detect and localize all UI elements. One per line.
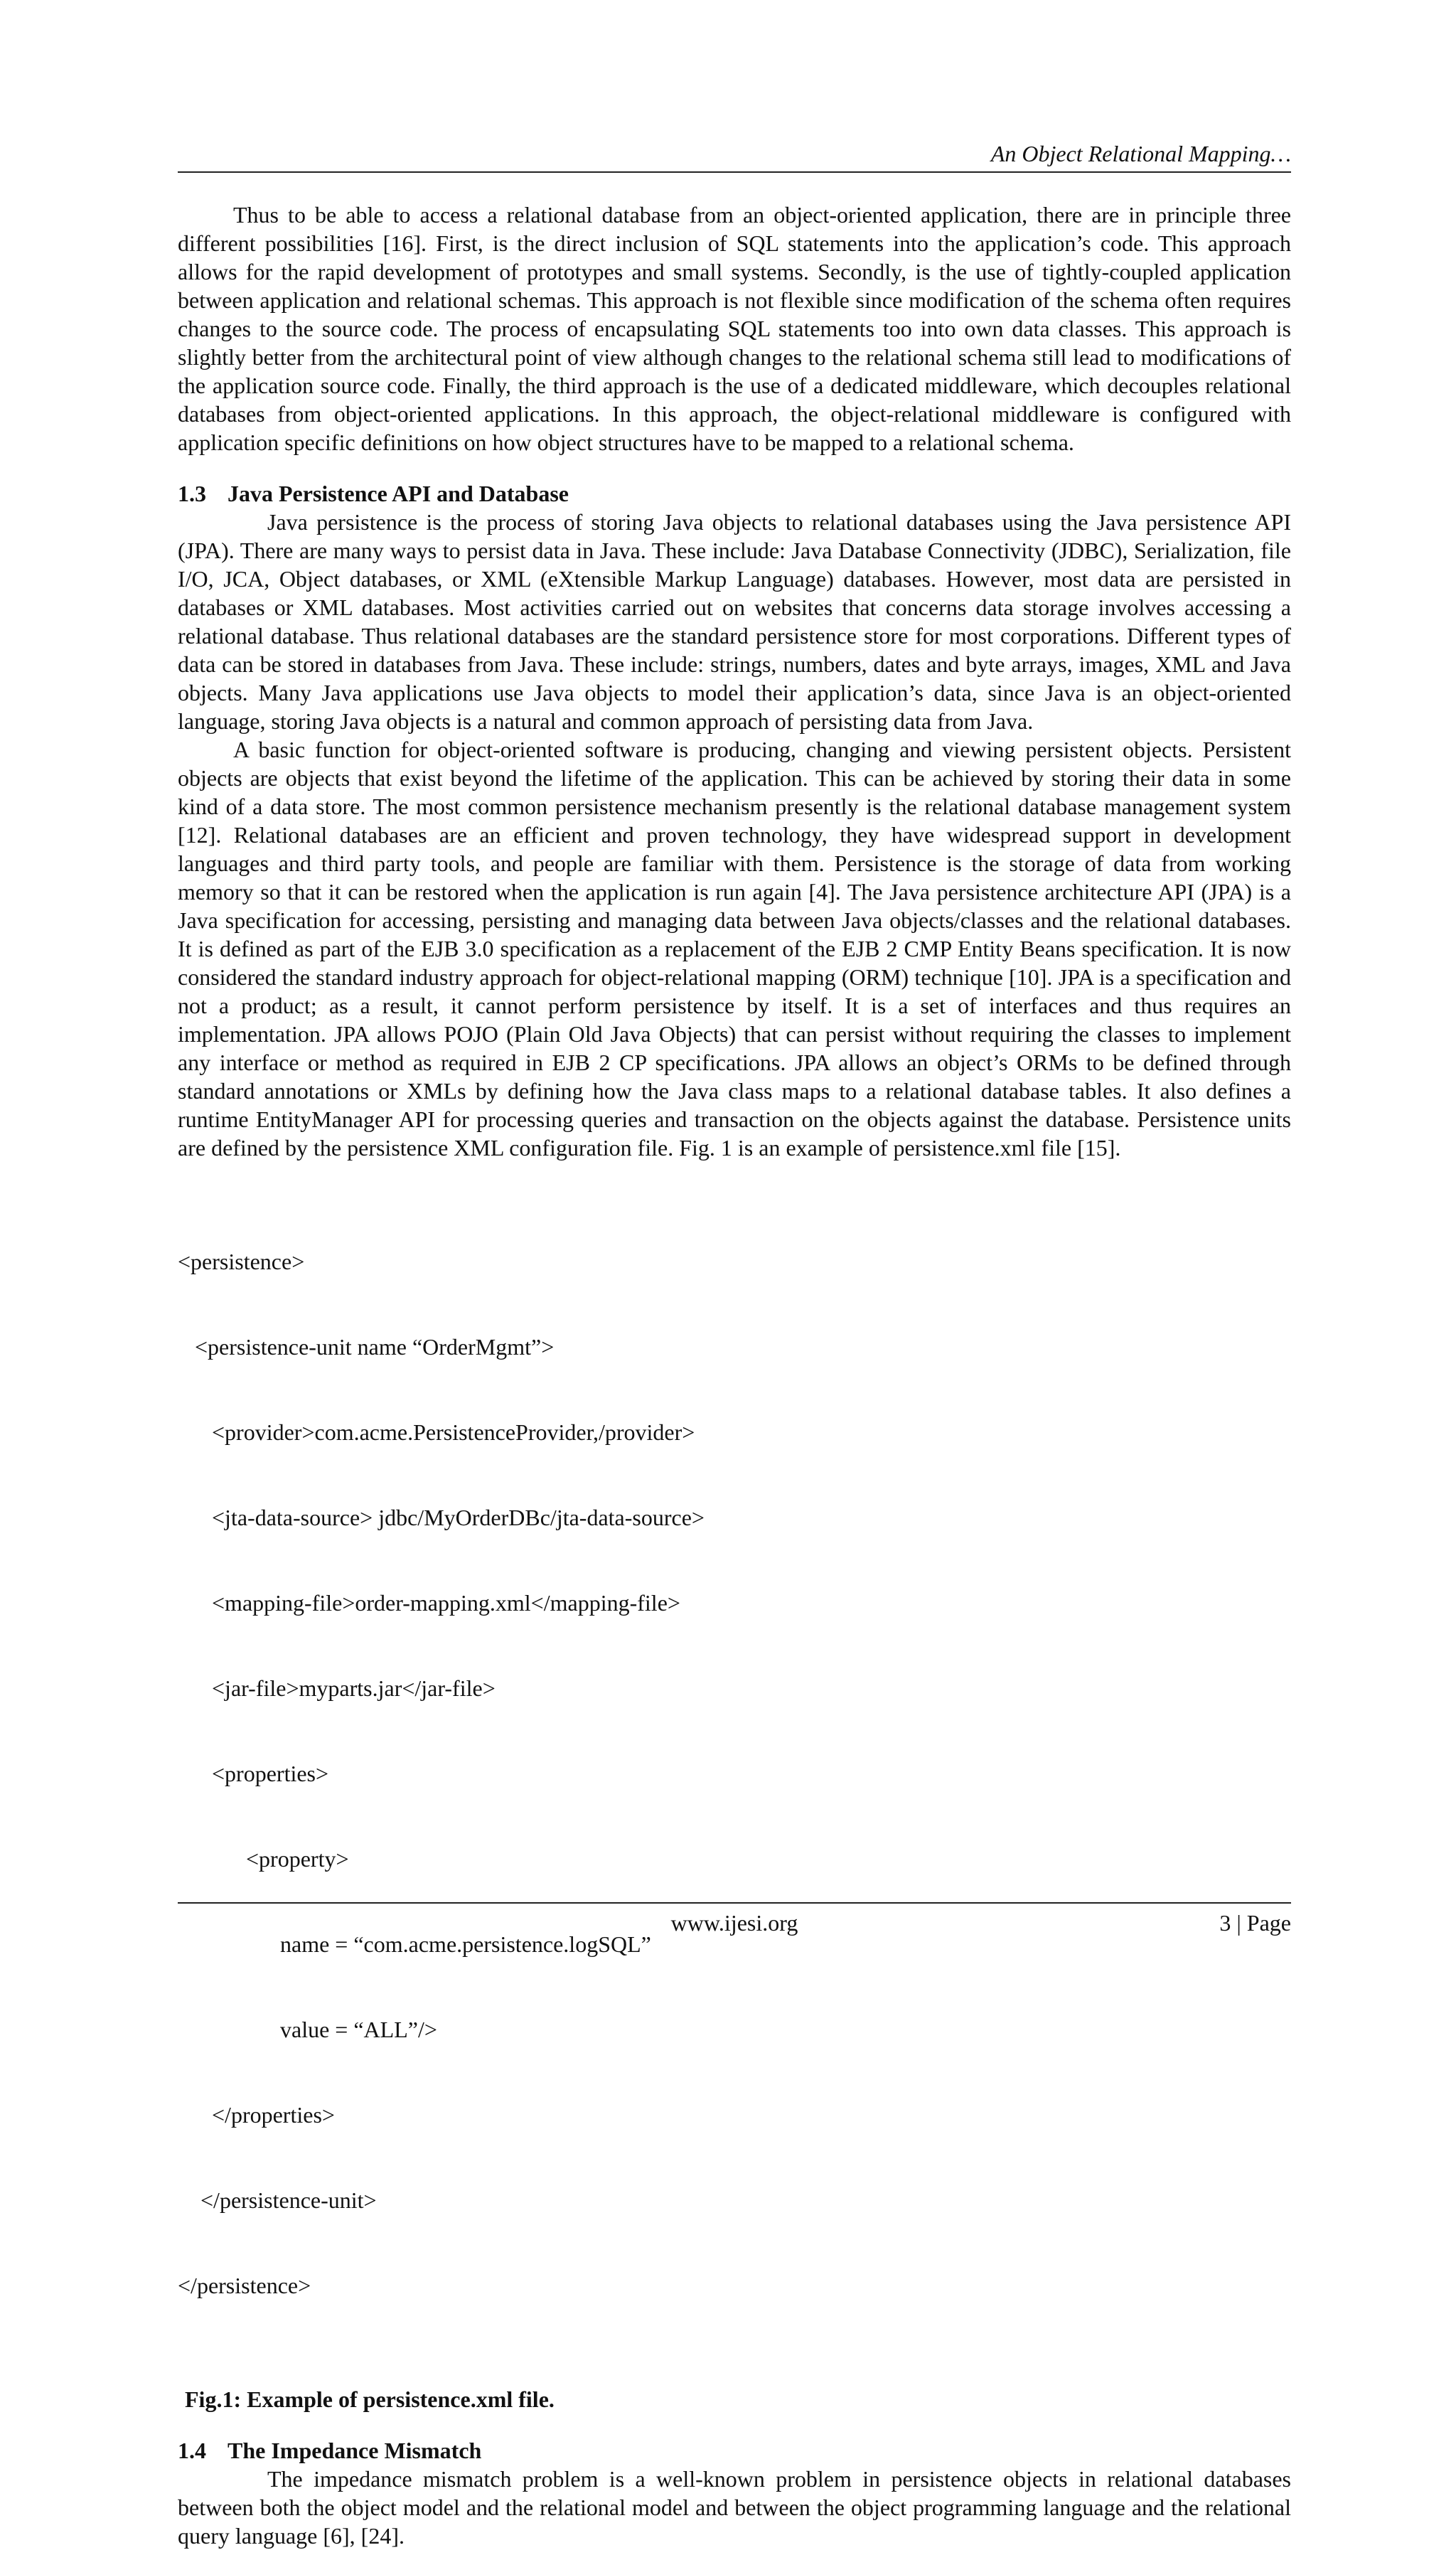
code-line: <property> (178, 1846, 349, 1872)
header-rule (178, 171, 1291, 173)
section-heading-1-4 (178, 2436, 1291, 2465)
journal-website: www.ijesi.org (670, 1910, 798, 1936)
xml-code-listing (178, 1190, 1291, 2357)
code-line: </properties> (178, 2102, 335, 2128)
code-line: value = “ALL”/> (178, 2017, 437, 2042)
section-number: 1.3 (178, 481, 206, 506)
code-line: <persistence> (178, 1249, 305, 1274)
page-content (178, 201, 1291, 2550)
footer-rule (178, 1902, 1291, 1904)
code-line: name = “com.acme.persistence.logSQL” (178, 1931, 651, 1957)
code-line: <persistence-unit name “OrderMgmt”> (178, 1334, 555, 1360)
page-footer (178, 1909, 1291, 1937)
running-header: An Object Relational Mapping… (990, 141, 1291, 166)
section-title: The Impedance Mismatch (228, 2438, 482, 2463)
code-line: <jta-data-source> jdbc/MyOrderDBc/jta-data-source> (178, 1505, 705, 1530)
code-line: </persistence-unit> (178, 2187, 377, 2213)
code-line: <provider>com.acme.PersistenceProvider,/provider> (178, 1419, 695, 1445)
figure-caption: Fig.1: Example of persistence.xml file. (185, 2386, 555, 2412)
code-line: <properties> (178, 1761, 329, 1786)
section-title: Java Persistence API and Database (228, 481, 569, 506)
jpa-paragraph-2: A basic function for object-oriented software is producing, changing and viewing persistent objects. Persistent objects are objects that exist beyond the lifetime of the application. This can be achieved by storing their data in some kind of a data store. The most common persistence mechanism presently is the relational database management system [12]. Relational databases are an efficient and proven technology, they have widespread support in development languages and third party tools, and people are familiar with them. Persistence is the storage of data from working memory so that it can be restored when the application is run again [4]. The Java persistence architecture API (JPA) is a Java specification for accessing, persisting and managing data between Java objects/classes and the relational databases. It is defined as part of the EJB 3.0 specification as a replacement of the EJB 2 CMP Entity Beans specification. It is now considered the standard industry approach for object-relational mapping (ORM) technique [10]. JPA is a specification and not a product; as a result, it cannot perform persistence by itself. It is a set of interfaces and thus requires an implementation. JPA allows POJO (Plain Old Java Objects) that can persist without requiring the classes to implement any interface or method as required in EJB 2 CP specifications. JPA allows an object’s ORMs to be defined through standard annotations or XMLs by defining how the Java class maps to a relational database tables. It also defines a runtime EntityManager API for processing queries and transaction on the objects against the database. Persistence units are defined by the persistence XML configuration file. Fig. 1 is an example of persistence.xml file [15]. (178, 737, 1291, 1161)
code-line: <mapping-file>order-mapping.xml</mapping-file> (178, 1590, 680, 1616)
impedance-paragraph: The impedance mismatch problem is a well-known problem in persistence objects in relational databases between both the object model and the relational model and between the object programming language and the relational query language [6], [24]. (178, 2466, 1291, 2549)
intro-paragraph: Thus to be able to access a relational database from an object-oriented application, there are in principle three different possibilities [16]. First, is the direct inclusion of SQL statements into the application’s code. This approach allows for the rapid development of prototypes and small systems. Secondly, is the use of tightly-coupled application between application and relational schemas. This approach is not flexible since modification of the schema often requires changes to the source code. The process of encapsulating SQL statements too into own data classes. This approach is slightly better from the architectural point of view although changes to the relational schema still lead to modifications of the application source code. Finally, the third approach is the use of a dedicated middleware, which decouples relational databases from object-oriented applications. In this approach, the object-relational middleware is configured with application specific definitions on how object structures have to be mapped to a relational schema. (178, 202, 1291, 455)
section-heading-1-3 (178, 479, 1291, 508)
page-number: 3 | Page (1219, 1910, 1291, 1936)
code-line: <jar-file>myparts.jar</jar-file> (178, 1675, 496, 1701)
jpa-paragraph-1: Java persistence is the process of storing Java objects to relational databases using the Java persistence API (JPA). There are many ways to persist data in Java. These include: Java Database Connectivity (JDBC), Serialization, file I/O, JCA, Object databases, or XML (eXtensible Markup Language) databases. However, most data are persisted in databases or XML databases. Most activities carried out on websites that concerns data storage involves accessing a relational database. Thus relational databases are the standard persistence store for most corporations. Different types of data can be stored in databases from Java. These include: strings, numbers, dates and byte arrays, images, XML and Java objects. Many Java applications use Java objects to model their application’s data, since Java is an object-oriented language, storing Java objects is a natural and common approach of persisting data from Java. (178, 509, 1291, 734)
section-number: 1.4 (178, 2438, 206, 2463)
code-line: </persistence> (178, 2273, 311, 2298)
